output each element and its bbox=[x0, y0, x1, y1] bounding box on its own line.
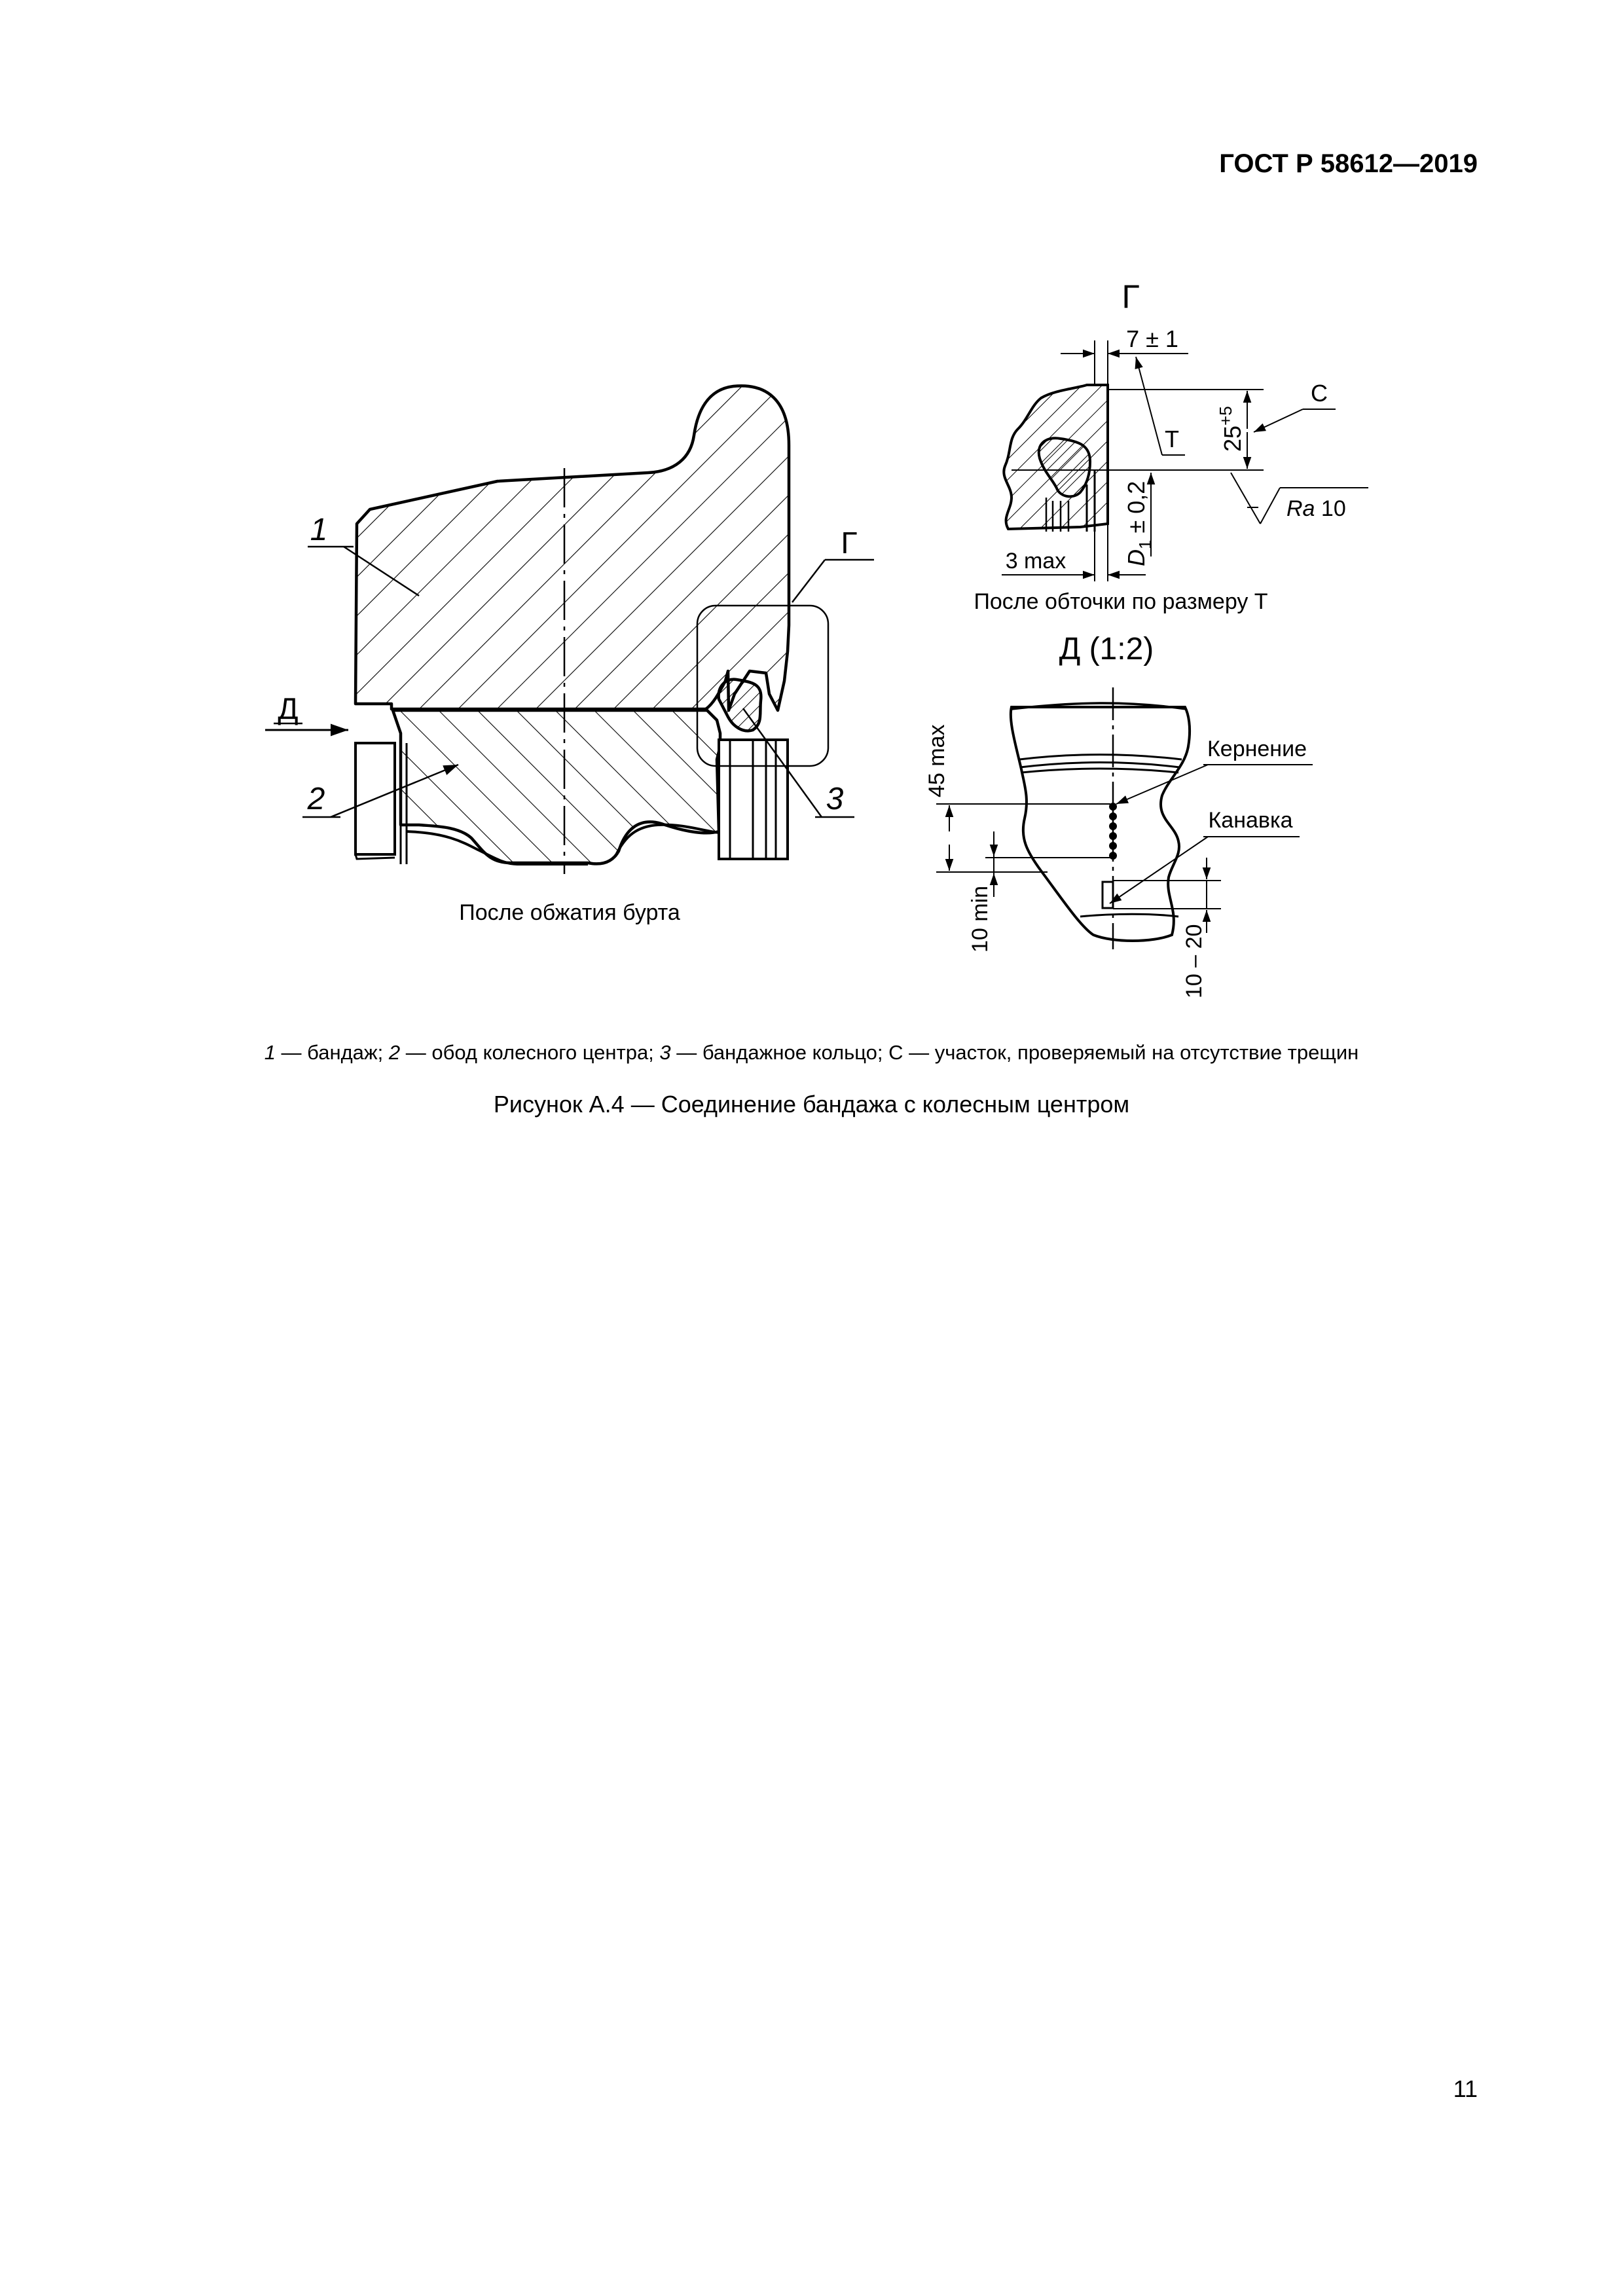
rim-body bbox=[393, 710, 720, 864]
label-groove: Канавка bbox=[1208, 808, 1293, 833]
main-section-view bbox=[265, 386, 874, 925]
document-header: ГОСТ Р 58612—2019 bbox=[1219, 149, 1478, 178]
detail-g-ref: Г bbox=[841, 526, 858, 560]
figure-legend: 1 — бандаж; 2 — обод колесного центра; 3 — бандажное кольцо; С — участок, проверяемый на отсутствие трещин bbox=[264, 1041, 1359, 1064]
tyre-body bbox=[356, 386, 789, 710]
dim-d1: $D_1 \pm 0,2$ bbox=[1123, 481, 1155, 566]
main-subcaption: После обжатия бурта bbox=[459, 900, 680, 925]
label-1: 1 bbox=[310, 513, 328, 547]
view-d-title: Д (1:2) bbox=[1059, 632, 1154, 666]
groove bbox=[1103, 882, 1113, 908]
dim-7: 7 ± 1 bbox=[1126, 325, 1178, 352]
dim-10-20: 10 – 20 bbox=[1182, 924, 1207, 998]
detail-g-view bbox=[974, 278, 1368, 614]
view-d bbox=[924, 632, 1313, 998]
label-2: 2 bbox=[307, 782, 325, 816]
label-t: Т bbox=[1165, 426, 1179, 452]
view-arrow-d: Д bbox=[278, 691, 299, 725]
label-c: С bbox=[1311, 380, 1328, 407]
roughness: Ra 10 bbox=[1286, 496, 1346, 521]
dim-10min: 10 min bbox=[968, 885, 993, 953]
detail-g-title: Г bbox=[1122, 278, 1140, 315]
figure-caption: Рисунок А.4 — Соединение бандажа с колесным центром bbox=[493, 1091, 1130, 1118]
detail-g-subcaption: После обточки по размеру Т bbox=[974, 589, 1268, 614]
label-punch: Кернение bbox=[1207, 737, 1307, 761]
dim-45max: 45 max bbox=[924, 724, 949, 797]
page-number: 11 bbox=[1453, 2075, 1478, 2102]
label-3: 3 bbox=[826, 782, 844, 816]
technical-drawing bbox=[0, 0, 1623, 1048]
dim-25: $25^{+5}$ bbox=[1216, 406, 1246, 452]
view-d-outline bbox=[1011, 707, 1190, 941]
dim-3max: 3 max bbox=[1005, 549, 1067, 574]
